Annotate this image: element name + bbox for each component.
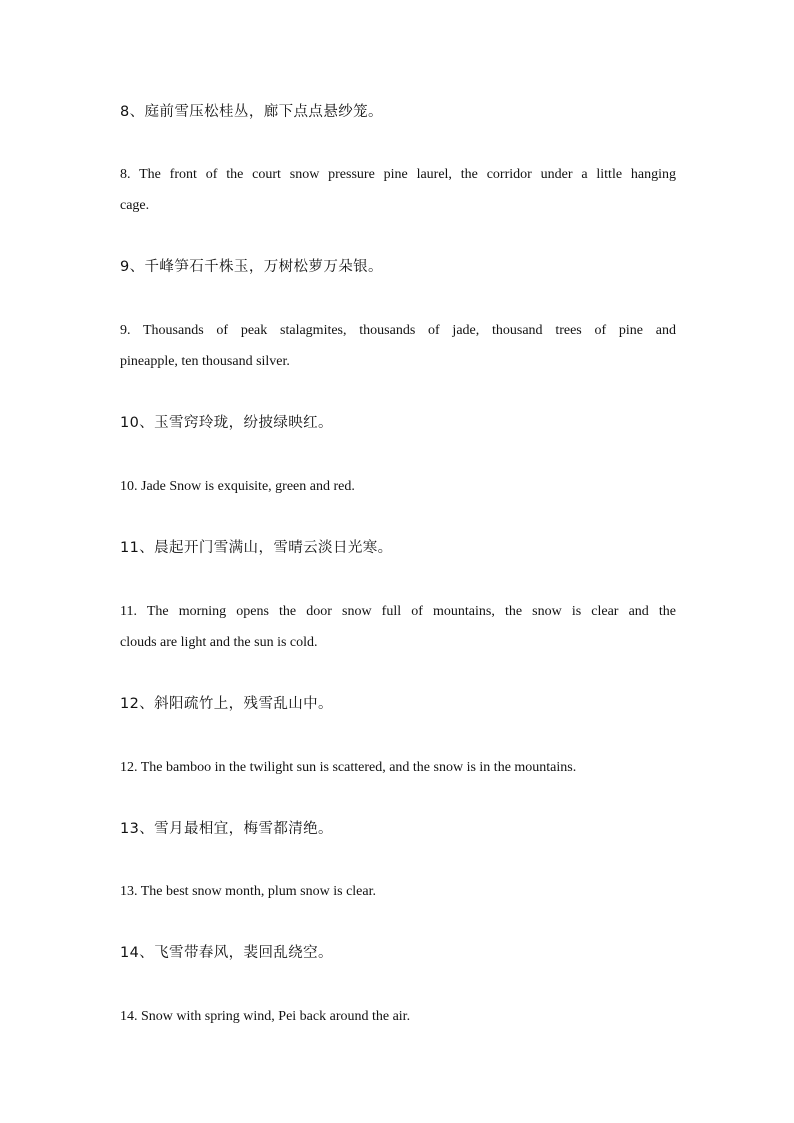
poem-line-11-english-cont: clouds are light and the sun is cold. — [120, 635, 318, 650]
poem-line-9-english: 9. Thousands of peak stalagmites, thousands of jade, thousand trees of pine and — [120, 323, 676, 338]
poem-line-9-chinese: 9、千峰笋石千株玉，万树松萝万朵银。 — [120, 259, 383, 275]
poem-line-13-chinese: 13、雪月最相宜，梅雪都清绝。 — [120, 821, 333, 837]
poem-line-12-chinese: 12、斜阳疏竹上，残雪乱山中。 — [120, 696, 333, 712]
poem-line-12-english: 12. The bamboo in the twilight sun is scattered, and the snow is in the mountains. — [120, 760, 577, 775]
poem-line-13-english: 13. The best snow month, plum snow is clear. — [120, 884, 376, 899]
poem-line-11-chinese: 11、晨起开门雪满山，雪晴云淡日光寒。 — [120, 540, 393, 556]
poem-line-14-english: 14. Snow with spring wind, Pei back around the air. — [120, 1009, 411, 1024]
poem-line-10-chinese: 10、玉雪窍玲珑，纷披绿映红。 — [120, 415, 333, 431]
poem-line-11-english: 11. The morning opens the door snow full of mountains, the snow is clear and the — [120, 604, 676, 619]
poem-line-9-english-cont: pineapple, ten thousand silver. — [120, 354, 290, 369]
poem-line-10-english: 10. Jade Snow is exquisite, green and red. — [120, 479, 355, 494]
poem-line-14-chinese: 14、飞雪带春风，裴回乱绕空。 — [120, 945, 333, 961]
poem-line-8-english-cont: cage. — [120, 198, 150, 213]
poem-line-8-english: 8. The front of the court snow pressure pine laurel, the corridor under a little hanging — [120, 167, 676, 182]
poem-line-8-chinese: 8、庭前雪压松桂丛，廊下点点悬纱笼。 — [120, 104, 383, 120]
